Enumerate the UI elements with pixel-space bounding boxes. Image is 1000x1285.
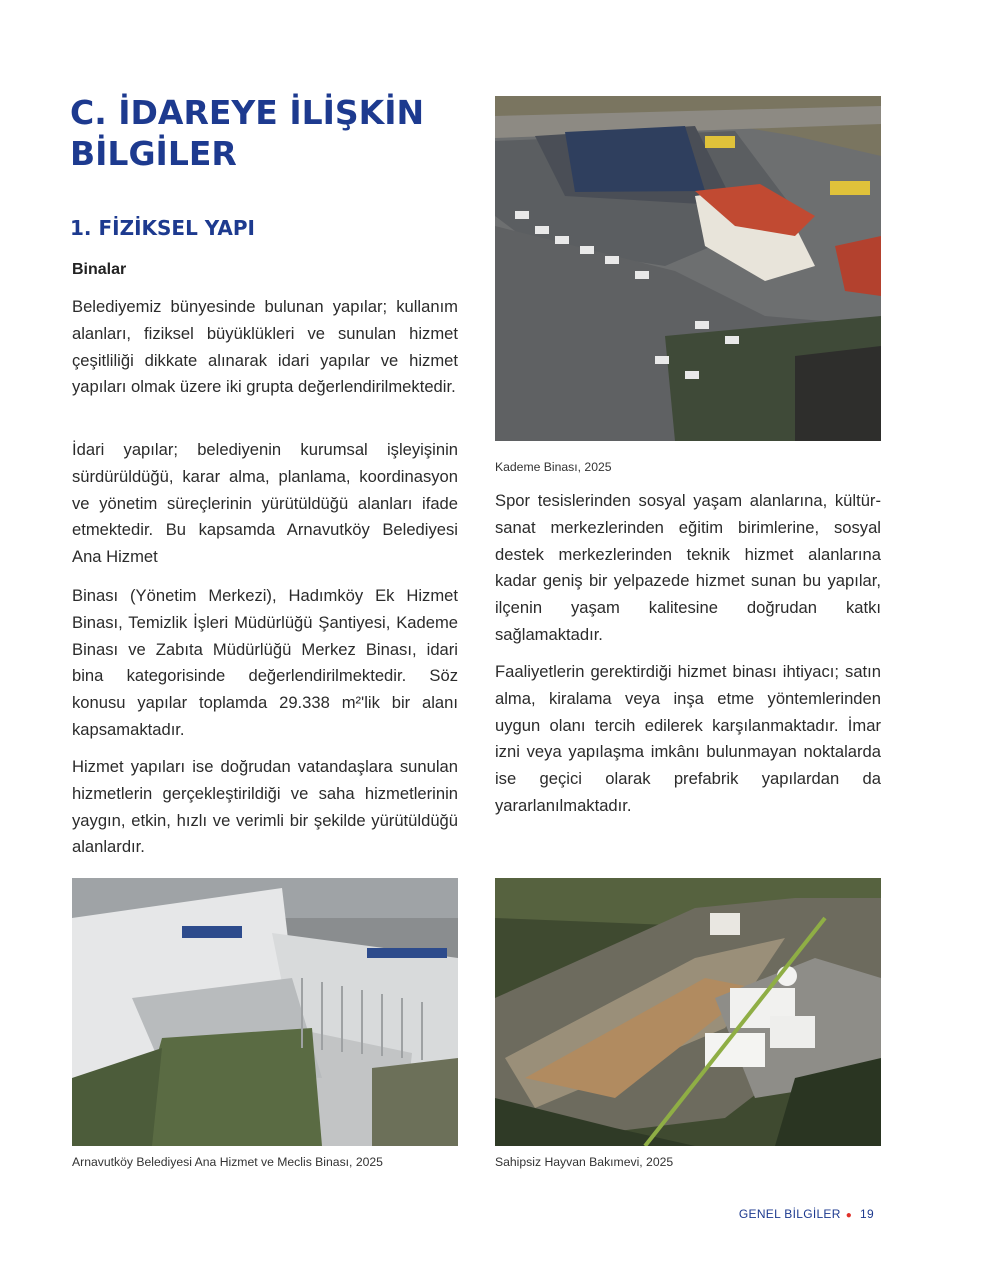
bakimevi-caption: Sahipsiz Hayvan Bakımevi, 2025	[495, 1155, 674, 1169]
paragraph-right-2: Faaliyetlerin gerektirdiği hizmet binası ihtiyacı; satın alma, kiralama veya inşa etme yöntemlerinden uygun olanı tercih edilerek karşılanmaktadır. İmar izni veya yapılaşma imkânı bulunmayan noktalarda ise geçici olarak prefabrik yapılardan da yararlanılmaktadır.	[495, 662, 881, 815]
page-footer	[739, 1207, 874, 1221]
hayvan-bakimevi-photo	[495, 878, 881, 1146]
ana-hizmet-caption: Arnavutköy Belediyesi Ana Hizmet ve Meclis Binası, 2025	[72, 1155, 383, 1169]
page-number: 19	[860, 1207, 874, 1221]
page-title: C. İDAREYE İLİŞKİN BİLGİLER	[70, 93, 425, 173]
paragraph-left-4: Hizmet yapıları ise doğrudan vatandaşlara sunulan hizmetlerin gerçekleştirildiği ve saha hizmetlerinin yaygın, etkin, hızlı ve verimli bir şekilde yürütüldüğü alanlardır.	[72, 757, 458, 857]
subsection-title: Binalar	[72, 261, 127, 278]
kademe-binasi-photo	[495, 96, 881, 441]
section-title: 1. FİZİKSEL YAPI	[70, 216, 255, 240]
footer-label: GENEL BİLGİLER	[738, 1207, 841, 1221]
paragraph-right-1: Spor tesislerinden sosyal yaşam alanlarına, kültür-sanat merkezlerinden eğitim birimlerine, sosyal destek merkezlerinden teknik hizmet alanlarına kadar geniş bir yelpazede hizmet sunan bu yapılar, ilçenin yaşam kalitesine doğrudan katkı sağlamaktadır.	[495, 491, 881, 644]
kademe-caption: Kademe Binası, 2025	[495, 460, 612, 474]
paragraph-left-2: İdari yapılar; belediyenin kurumsal işleyişinin sürdürüldüğü, karar alma, planlama, koordinasyon ve yönetim süreçlerinin yürütüldüğü alanları ifade etmektedir. Bu kapsamda Arnavutköy Belediyesi Ana Hizmet	[72, 440, 458, 567]
bullet-dot-icon: ●	[845, 1210, 853, 1221]
ana-hizmet-binasi-photo	[72, 878, 458, 1146]
paragraph-left-1: Belediyemiz bünyesinde bulunan yapılar; kullanım alanları, fiziksel büyüklükleri ve sunulan hizmet çeşitliliği dikkate alınarak idari yapılar ve hizmet yapıları olmak üzere iki grupta değerlendirilmektedir.	[72, 297, 458, 397]
paragraph-left-3: Binası (Yönetim Merkezi), Hadımköy Ek Hizmet Binası, Temizlik İşleri Müdürlüğü Şantiyesi, Kademe Binası ve Zabıta Müdürlüğü Merkez Binası, idari bina kategorisinde değerlendirilmektedir. Söz konusu yapılar toplamda 29.338 m²'lik bir alanı kapsamaktadır.	[72, 586, 458, 739]
